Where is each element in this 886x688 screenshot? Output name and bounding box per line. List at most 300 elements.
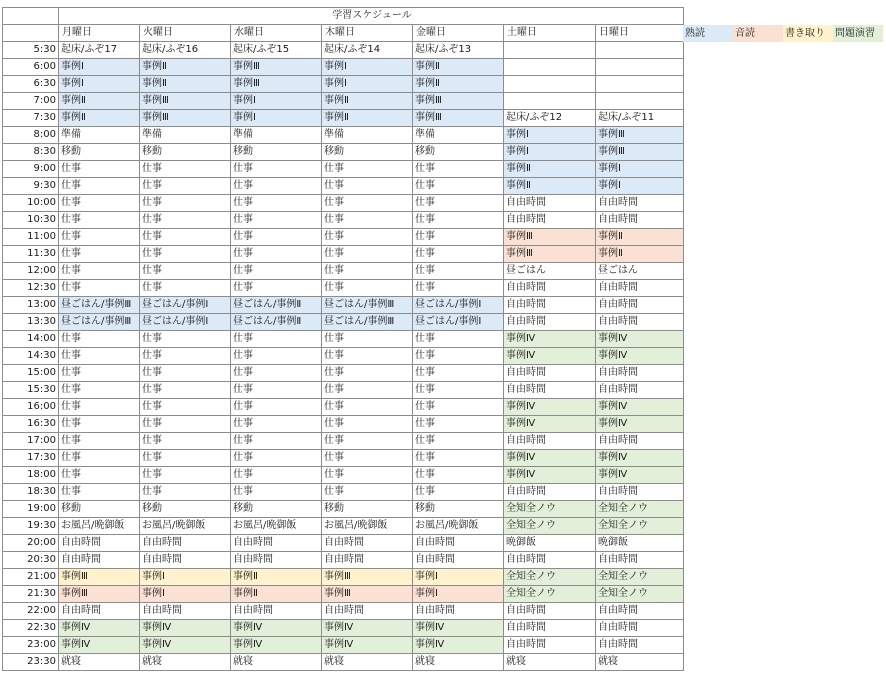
schedule-cell[interactable]: 仕事 bbox=[413, 484, 504, 501]
schedule-cell[interactable]: 事例Ⅲ bbox=[504, 246, 596, 263]
schedule-cell[interactable]: 自由時間 bbox=[322, 552, 413, 569]
schedule-cell[interactable]: 仕事 bbox=[59, 212, 140, 229]
schedule-cell[interactable]: 仕事 bbox=[140, 263, 231, 280]
schedule-cell[interactable]: 事例Ⅳ bbox=[231, 637, 322, 654]
schedule-cell[interactable]: 仕事 bbox=[231, 195, 322, 212]
day-header-0[interactable]: 月曜日 bbox=[59, 25, 140, 42]
schedule-cell[interactable]: 仕事 bbox=[231, 246, 322, 263]
schedule-cell[interactable]: 準備 bbox=[322, 127, 413, 144]
schedule-cell[interactable]: 仕事 bbox=[413, 365, 504, 382]
schedule-cell[interactable]: 事例Ⅰ bbox=[322, 76, 413, 93]
time-cell[interactable]: 8:00 bbox=[3, 127, 59, 144]
day-header-5[interactable]: 土曜日 bbox=[504, 25, 596, 42]
schedule-cell[interactable]: 事例Ⅲ bbox=[413, 110, 504, 127]
schedule-cell[interactable]: 仕事 bbox=[59, 195, 140, 212]
time-cell[interactable]: 7:00 bbox=[3, 93, 59, 110]
schedule-cell[interactable]: 仕事 bbox=[322, 263, 413, 280]
schedule-cell[interactable]: 移動 bbox=[59, 144, 140, 161]
schedule-cell[interactable]: 自由時間 bbox=[140, 552, 231, 569]
schedule-cell[interactable]: 仕事 bbox=[231, 229, 322, 246]
schedule-cell[interactable]: 自由時間 bbox=[596, 280, 684, 297]
schedule-cell[interactable]: 仕事 bbox=[322, 399, 413, 416]
time-cell[interactable]: 9:30 bbox=[3, 178, 59, 195]
schedule-cell[interactable] bbox=[596, 93, 684, 110]
time-cell[interactable]: 13:00 bbox=[3, 297, 59, 314]
time-cell[interactable]: 20:00 bbox=[3, 535, 59, 552]
schedule-cell[interactable]: 仕事 bbox=[231, 365, 322, 382]
schedule-cell[interactable]: 事例Ⅳ bbox=[596, 467, 684, 484]
schedule-cell[interactable]: 昼ごはん/事例Ⅱ bbox=[231, 314, 322, 331]
schedule-cell[interactable]: 自由時間 bbox=[596, 314, 684, 331]
schedule-cell[interactable]: 事例Ⅳ bbox=[596, 416, 684, 433]
time-cell[interactable]: 10:30 bbox=[3, 212, 59, 229]
schedule-cell[interactable]: 事例Ⅲ bbox=[322, 569, 413, 586]
schedule-cell[interactable]: 事例Ⅳ bbox=[413, 637, 504, 654]
schedule-cell[interactable]: 事例Ⅰ bbox=[140, 586, 231, 603]
schedule-cell[interactable]: 仕事 bbox=[231, 433, 322, 450]
schedule-cell[interactable]: 自由時間 bbox=[504, 365, 596, 382]
schedule-cell[interactable]: 事例Ⅰ bbox=[231, 110, 322, 127]
schedule-cell[interactable]: 事例Ⅲ bbox=[140, 93, 231, 110]
schedule-cell[interactable]: 仕事 bbox=[413, 467, 504, 484]
time-cell[interactable]: 14:00 bbox=[3, 331, 59, 348]
corner-cell[interactable] bbox=[3, 8, 59, 25]
schedule-cell[interactable]: 仕事 bbox=[413, 450, 504, 467]
schedule-cell[interactable]: 仕事 bbox=[413, 348, 504, 365]
time-cell[interactable]: 10:00 bbox=[3, 195, 59, 212]
schedule-cell[interactable]: 全知全ノウ bbox=[596, 586, 684, 603]
schedule-cell[interactable]: 仕事 bbox=[231, 263, 322, 280]
day-header-1[interactable]: 火曜日 bbox=[140, 25, 231, 42]
schedule-cell[interactable]: 仕事 bbox=[413, 280, 504, 297]
schedule-cell[interactable]: 仕事 bbox=[322, 433, 413, 450]
schedule-cell[interactable] bbox=[596, 59, 684, 76]
schedule-cell[interactable]: 自由時間 bbox=[231, 535, 322, 552]
schedule-cell[interactable]: 事例Ⅳ bbox=[596, 399, 684, 416]
schedule-cell[interactable]: 準備 bbox=[59, 127, 140, 144]
schedule-cell[interactable]: 仕事 bbox=[413, 399, 504, 416]
schedule-cell[interactable]: 仕事 bbox=[231, 331, 322, 348]
schedule-cell[interactable]: 仕事 bbox=[59, 331, 140, 348]
schedule-cell[interactable]: 自由時間 bbox=[596, 620, 684, 637]
schedule-cell[interactable]: 仕事 bbox=[140, 382, 231, 399]
schedule-cell[interactable]: 仕事 bbox=[59, 450, 140, 467]
schedule-cell[interactable]: 全知全ノウ bbox=[596, 569, 684, 586]
schedule-cell[interactable]: 事例Ⅱ bbox=[231, 586, 322, 603]
schedule-cell[interactable]: 事例Ⅳ bbox=[140, 637, 231, 654]
schedule-cell[interactable]: 移動 bbox=[140, 144, 231, 161]
time-cell[interactable]: 17:30 bbox=[3, 450, 59, 467]
time-cell[interactable]: 17:00 bbox=[3, 433, 59, 450]
schedule-cell[interactable]: 仕事 bbox=[413, 212, 504, 229]
schedule-cell[interactable]: 仕事 bbox=[59, 161, 140, 178]
schedule-cell[interactable]: 事例Ⅳ bbox=[504, 467, 596, 484]
schedule-cell[interactable]: 事例Ⅳ bbox=[59, 620, 140, 637]
time-cell[interactable]: 23:00 bbox=[3, 637, 59, 654]
schedule-cell[interactable]: 就寝 bbox=[59, 654, 140, 671]
schedule-cell[interactable]: 仕事 bbox=[413, 331, 504, 348]
schedule-cell[interactable]: 事例Ⅳ bbox=[596, 450, 684, 467]
schedule-cell[interactable]: 仕事 bbox=[59, 399, 140, 416]
schedule-cell[interactable]: 移動 bbox=[231, 144, 322, 161]
time-cell[interactable]: 19:30 bbox=[3, 518, 59, 535]
schedule-cell[interactable]: 事例Ⅰ bbox=[504, 127, 596, 144]
schedule-cell[interactable]: 事例Ⅱ bbox=[322, 110, 413, 127]
schedule-cell[interactable]: 昼ごはん/事例Ⅰ bbox=[140, 297, 231, 314]
day-header-3[interactable]: 木曜日 bbox=[322, 25, 413, 42]
time-cell[interactable]: 12:30 bbox=[3, 280, 59, 297]
schedule-cell[interactable]: 事例Ⅱ bbox=[413, 59, 504, 76]
schedule-cell[interactable]: 起床/ふぞ12 bbox=[504, 110, 596, 127]
schedule-cell[interactable]: 移動 bbox=[322, 144, 413, 161]
schedule-cell[interactable]: 事例Ⅰ bbox=[59, 76, 140, 93]
schedule-cell[interactable]: 事例Ⅱ bbox=[231, 569, 322, 586]
schedule-cell[interactable]: 仕事 bbox=[59, 467, 140, 484]
schedule-cell[interactable]: 準備 bbox=[140, 127, 231, 144]
schedule-cell[interactable]: 仕事 bbox=[231, 161, 322, 178]
time-cell[interactable]: 8:30 bbox=[3, 144, 59, 161]
time-cell[interactable]: 13:30 bbox=[3, 314, 59, 331]
schedule-cell[interactable]: 仕事 bbox=[59, 280, 140, 297]
schedule-cell[interactable]: 仕事 bbox=[231, 467, 322, 484]
schedule-cell[interactable]: 自由時間 bbox=[231, 552, 322, 569]
schedule-cell[interactable]: 仕事 bbox=[322, 484, 413, 501]
schedule-cell[interactable]: 自由時間 bbox=[504, 314, 596, 331]
time-cell[interactable]: 5:30 bbox=[3, 42, 59, 59]
schedule-cell[interactable]: お風呂/晩御飯 bbox=[413, 518, 504, 535]
schedule-cell[interactable]: 事例Ⅳ bbox=[504, 348, 596, 365]
schedule-cell[interactable]: 自由時間 bbox=[596, 603, 684, 620]
schedule-cell[interactable]: 事例Ⅰ bbox=[596, 178, 684, 195]
schedule-cell[interactable]: 仕事 bbox=[59, 348, 140, 365]
schedule-cell[interactable]: 仕事 bbox=[59, 246, 140, 263]
schedule-cell[interactable]: 事例Ⅳ bbox=[231, 620, 322, 637]
schedule-cell[interactable]: 仕事 bbox=[231, 382, 322, 399]
schedule-cell[interactable]: 仕事 bbox=[140, 433, 231, 450]
schedule-cell[interactable]: 仕事 bbox=[59, 178, 140, 195]
schedule-cell[interactable]: 事例Ⅱ bbox=[504, 178, 596, 195]
schedule-cell[interactable]: 自由時間 bbox=[504, 484, 596, 501]
schedule-cell[interactable]: 自由時間 bbox=[504, 195, 596, 212]
schedule-cell[interactable]: 仕事 bbox=[231, 212, 322, 229]
time-cell[interactable]: 22:00 bbox=[3, 603, 59, 620]
schedule-cell[interactable]: 仕事 bbox=[322, 348, 413, 365]
schedule-cell[interactable]: 自由時間 bbox=[596, 433, 684, 450]
schedule-cell[interactable]: お風呂/晩御飯 bbox=[231, 518, 322, 535]
schedule-cell[interactable]: 仕事 bbox=[140, 331, 231, 348]
day-header-2[interactable]: 水曜日 bbox=[231, 25, 322, 42]
schedule-cell[interactable]: 自由時間 bbox=[322, 603, 413, 620]
schedule-cell[interactable]: 事例Ⅰ bbox=[231, 93, 322, 110]
schedule-cell[interactable]: 仕事 bbox=[413, 195, 504, 212]
schedule-cell[interactable]: 仕事 bbox=[59, 263, 140, 280]
schedule-cell[interactable]: 自由時間 bbox=[596, 637, 684, 654]
schedule-cell[interactable]: 事例Ⅲ bbox=[59, 586, 140, 603]
schedule-cell[interactable]: 自由時間 bbox=[596, 212, 684, 229]
time-cell[interactable]: 22:30 bbox=[3, 620, 59, 637]
time-cell[interactable]: 11:00 bbox=[3, 229, 59, 246]
schedule-cell[interactable]: 事例Ⅱ bbox=[140, 76, 231, 93]
schedule-cell[interactable]: 自由時間 bbox=[596, 365, 684, 382]
schedule-cell[interactable]: 仕事 bbox=[140, 229, 231, 246]
schedule-cell[interactable]: 事例Ⅳ bbox=[322, 637, 413, 654]
schedule-cell[interactable]: 仕事 bbox=[231, 416, 322, 433]
schedule-cell[interactable]: 事例Ⅱ bbox=[322, 93, 413, 110]
schedule-cell[interactable]: 事例Ⅲ bbox=[596, 144, 684, 161]
time-cell[interactable]: 15:30 bbox=[3, 382, 59, 399]
time-cell[interactable]: 21:00 bbox=[3, 569, 59, 586]
day-header-6[interactable]: 日曜日 bbox=[596, 25, 684, 42]
schedule-cell[interactable]: 仕事 bbox=[322, 195, 413, 212]
schedule-cell[interactable]: 事例Ⅳ bbox=[59, 637, 140, 654]
schedule-cell[interactable]: 仕事 bbox=[413, 229, 504, 246]
schedule-cell[interactable]: 仕事 bbox=[231, 348, 322, 365]
schedule-cell[interactable]: 事例Ⅳ bbox=[504, 416, 596, 433]
schedule-cell[interactable]: 仕事 bbox=[140, 484, 231, 501]
schedule-cell[interactable]: 自由時間 bbox=[596, 484, 684, 501]
schedule-cell[interactable]: 事例Ⅲ bbox=[59, 569, 140, 586]
schedule-cell[interactable]: 仕事 bbox=[231, 450, 322, 467]
schedule-cell[interactable]: 事例Ⅱ bbox=[504, 161, 596, 178]
schedule-cell[interactable]: 仕事 bbox=[59, 382, 140, 399]
schedule-cell[interactable]: 仕事 bbox=[59, 484, 140, 501]
schedule-cell[interactable]: 事例Ⅳ bbox=[322, 620, 413, 637]
schedule-cell[interactable]: 仕事 bbox=[322, 382, 413, 399]
schedule-cell[interactable] bbox=[596, 76, 684, 93]
schedule-cell[interactable]: 仕事 bbox=[59, 416, 140, 433]
schedule-cell[interactable]: 仕事 bbox=[140, 161, 231, 178]
schedule-cell[interactable]: 自由時間 bbox=[504, 280, 596, 297]
time-cell[interactable]: 18:00 bbox=[3, 467, 59, 484]
schedule-cell[interactable]: 就寝 bbox=[140, 654, 231, 671]
schedule-cell[interactable]: 仕事 bbox=[322, 246, 413, 263]
schedule-cell[interactable]: 事例Ⅰ bbox=[140, 569, 231, 586]
schedule-cell[interactable]: 昼ごはん/事例Ⅱ bbox=[231, 297, 322, 314]
schedule-cell[interactable]: 準備 bbox=[413, 127, 504, 144]
schedule-cell[interactable]: 就寝 bbox=[322, 654, 413, 671]
schedule-cell[interactable]: 事例Ⅱ bbox=[596, 229, 684, 246]
schedule-cell[interactable] bbox=[596, 42, 684, 59]
schedule-cell[interactable]: 仕事 bbox=[140, 365, 231, 382]
schedule-cell[interactable]: 仕事 bbox=[140, 416, 231, 433]
schedule-cell[interactable] bbox=[504, 76, 596, 93]
schedule-cell[interactable]: 起床/ふぞ15 bbox=[231, 42, 322, 59]
schedule-cell[interactable]: 自由時間 bbox=[413, 552, 504, 569]
schedule-cell[interactable]: お風呂/晩御飯 bbox=[59, 518, 140, 535]
schedule-cell[interactable]: 事例Ⅳ bbox=[504, 399, 596, 416]
time-cell[interactable]: 23:30 bbox=[3, 654, 59, 671]
schedule-cell[interactable]: 全知全ノウ bbox=[596, 501, 684, 518]
schedule-cell[interactable]: 仕事 bbox=[231, 178, 322, 195]
schedule-cell[interactable]: 昼ごはん bbox=[504, 263, 596, 280]
schedule-cell[interactable]: 事例Ⅲ bbox=[231, 59, 322, 76]
schedule-cell[interactable]: 仕事 bbox=[413, 178, 504, 195]
time-cell[interactable]: 15:00 bbox=[3, 365, 59, 382]
time-cell[interactable]: 9:00 bbox=[3, 161, 59, 178]
schedule-cell[interactable]: 仕事 bbox=[322, 212, 413, 229]
schedule-cell[interactable]: 昼ごはん/事例Ⅲ bbox=[322, 297, 413, 314]
time-header-cell[interactable] bbox=[3, 25, 59, 42]
schedule-cell[interactable]: 事例Ⅳ bbox=[140, 620, 231, 637]
schedule-cell[interactable]: 仕事 bbox=[140, 212, 231, 229]
schedule-cell[interactable]: 仕事 bbox=[140, 280, 231, 297]
schedule-cell[interactable]: 仕事 bbox=[140, 399, 231, 416]
schedule-cell[interactable]: 仕事 bbox=[59, 433, 140, 450]
schedule-cell[interactable]: 自由時間 bbox=[504, 620, 596, 637]
schedule-cell[interactable]: 起床/ふぞ11 bbox=[596, 110, 684, 127]
schedule-cell[interactable]: 自由時間 bbox=[596, 382, 684, 399]
schedule-cell[interactable]: 自由時間 bbox=[140, 535, 231, 552]
schedule-cell[interactable]: 仕事 bbox=[413, 416, 504, 433]
schedule-cell[interactable]: 昼ごはん/事例Ⅰ bbox=[413, 314, 504, 331]
schedule-cell[interactable]: 昼ごはん/事例Ⅲ bbox=[59, 314, 140, 331]
schedule-cell[interactable]: 事例Ⅳ bbox=[504, 450, 596, 467]
schedule-cell[interactable]: 仕事 bbox=[140, 195, 231, 212]
schedule-cell[interactable]: 仕事 bbox=[140, 450, 231, 467]
schedule-cell[interactable]: 自由時間 bbox=[596, 552, 684, 569]
schedule-cell[interactable]: 移動 bbox=[59, 501, 140, 518]
schedule-cell[interactable]: 事例Ⅱ bbox=[140, 59, 231, 76]
schedule-cell[interactable]: 事例Ⅰ bbox=[504, 144, 596, 161]
schedule-cell[interactable]: 事例Ⅱ bbox=[596, 246, 684, 263]
schedule-cell[interactable]: 全知全ノウ bbox=[504, 586, 596, 603]
schedule-cell[interactable]: 自由時間 bbox=[140, 603, 231, 620]
schedule-cell[interactable]: 事例Ⅲ bbox=[322, 586, 413, 603]
schedule-cell[interactable]: 自由時間 bbox=[59, 552, 140, 569]
time-cell[interactable]: 14:30 bbox=[3, 348, 59, 365]
time-cell[interactable]: 21:30 bbox=[3, 586, 59, 603]
schedule-cell[interactable]: 仕事 bbox=[322, 467, 413, 484]
schedule-cell[interactable]: 自由時間 bbox=[322, 535, 413, 552]
schedule-cell[interactable]: 事例Ⅱ bbox=[59, 110, 140, 127]
schedule-cell[interactable]: 事例Ⅰ bbox=[413, 586, 504, 603]
time-cell[interactable]: 19:00 bbox=[3, 501, 59, 518]
schedule-cell[interactable]: 昼ごはん/事例Ⅰ bbox=[413, 297, 504, 314]
schedule-cell[interactable]: 事例Ⅰ bbox=[596, 161, 684, 178]
schedule-cell[interactable]: 自由時間 bbox=[504, 212, 596, 229]
time-cell[interactable]: 16:00 bbox=[3, 399, 59, 416]
time-cell[interactable]: 12:00 bbox=[3, 263, 59, 280]
schedule-cell[interactable]: 仕事 bbox=[322, 161, 413, 178]
schedule-cell[interactable]: 移動 bbox=[413, 501, 504, 518]
schedule-cell[interactable]: 事例Ⅰ bbox=[413, 569, 504, 586]
time-cell[interactable]: 6:30 bbox=[3, 76, 59, 93]
schedule-cell[interactable]: 移動 bbox=[231, 501, 322, 518]
schedule-cell[interactable]: 自由時間 bbox=[504, 637, 596, 654]
schedule-cell[interactable]: 仕事 bbox=[231, 399, 322, 416]
schedule-cell[interactable]: 晩御飯 bbox=[504, 535, 596, 552]
schedule-cell[interactable] bbox=[504, 93, 596, 110]
schedule-cell[interactable]: 全知全ノウ bbox=[504, 518, 596, 535]
schedule-cell[interactable]: 起床/ふぞ13 bbox=[413, 42, 504, 59]
schedule-cell[interactable]: 自由時間 bbox=[504, 433, 596, 450]
schedule-cell[interactable]: 仕事 bbox=[322, 365, 413, 382]
schedule-cell[interactable]: 仕事 bbox=[413, 433, 504, 450]
schedule-cell[interactable]: 仕事 bbox=[322, 280, 413, 297]
schedule-cell[interactable]: 自由時間 bbox=[596, 297, 684, 314]
schedule-cell[interactable]: 起床/ふぞ17 bbox=[59, 42, 140, 59]
time-cell[interactable]: 11:30 bbox=[3, 246, 59, 263]
schedule-cell[interactable]: 自由時間 bbox=[413, 535, 504, 552]
schedule-cell[interactable]: 自由時間 bbox=[231, 603, 322, 620]
schedule-cell[interactable]: 全知全ノウ bbox=[504, 501, 596, 518]
schedule-cell[interactable]: 事例Ⅳ bbox=[413, 620, 504, 637]
schedule-cell[interactable]: 起床/ふぞ14 bbox=[322, 42, 413, 59]
time-cell[interactable]: 7:30 bbox=[3, 110, 59, 127]
schedule-cell[interactable]: 事例Ⅱ bbox=[59, 93, 140, 110]
schedule-cell[interactable]: 事例Ⅲ bbox=[140, 110, 231, 127]
schedule-cell[interactable]: 移動 bbox=[322, 501, 413, 518]
schedule-cell[interactable]: 事例Ⅲ bbox=[504, 229, 596, 246]
schedule-cell[interactable]: 自由時間 bbox=[504, 297, 596, 314]
schedule-cell[interactable]: 就寝 bbox=[596, 654, 684, 671]
schedule-cell[interactable]: 仕事 bbox=[322, 229, 413, 246]
schedule-cell[interactable]: 事例Ⅳ bbox=[596, 331, 684, 348]
schedule-cell[interactable]: 移動 bbox=[140, 501, 231, 518]
schedule-cell[interactable]: 自由時間 bbox=[596, 195, 684, 212]
schedule-cell[interactable]: 昼ごはん bbox=[596, 263, 684, 280]
schedule-cell[interactable]: 自由時間 bbox=[504, 552, 596, 569]
schedule-cell[interactable]: 事例Ⅰ bbox=[59, 59, 140, 76]
schedule-cell[interactable]: 自由時間 bbox=[504, 603, 596, 620]
schedule-cell[interactable]: 自由時間 bbox=[504, 382, 596, 399]
schedule-cell[interactable]: 仕事 bbox=[140, 348, 231, 365]
schedule-cell[interactable]: お風呂/晩御飯 bbox=[322, 518, 413, 535]
schedule-cell[interactable]: 仕事 bbox=[413, 263, 504, 280]
schedule-cell[interactable]: 事例Ⅲ bbox=[596, 127, 684, 144]
time-cell[interactable]: 6:00 bbox=[3, 59, 59, 76]
time-cell[interactable]: 16:30 bbox=[3, 416, 59, 433]
schedule-cell[interactable]: 自由時間 bbox=[413, 603, 504, 620]
schedule-cell[interactable]: 昼ごはん/事例Ⅲ bbox=[322, 314, 413, 331]
schedule-cell[interactable]: 仕事 bbox=[59, 229, 140, 246]
schedule-cell[interactable]: 仕事 bbox=[59, 365, 140, 382]
schedule-cell[interactable]: 事例Ⅰ bbox=[322, 59, 413, 76]
schedule-cell[interactable]: 仕事 bbox=[322, 450, 413, 467]
schedule-cell[interactable]: 事例Ⅲ bbox=[231, 76, 322, 93]
schedule-cell[interactable]: 仕事 bbox=[140, 178, 231, 195]
schedule-cell[interactable]: 仕事 bbox=[322, 331, 413, 348]
schedule-cell[interactable]: 就寝 bbox=[504, 654, 596, 671]
schedule-cell[interactable]: 就寝 bbox=[231, 654, 322, 671]
schedule-cell[interactable]: お風呂/晩御飯 bbox=[140, 518, 231, 535]
page-title[interactable]: 学習スケジュール bbox=[59, 8, 684, 25]
day-header-4[interactable]: 金曜日 bbox=[413, 25, 504, 42]
schedule-cell[interactable]: 仕事 bbox=[322, 178, 413, 195]
schedule-cell[interactable]: 移動 bbox=[413, 144, 504, 161]
schedule-cell[interactable]: 昼ごはん/事例Ⅰ bbox=[140, 314, 231, 331]
schedule-cell[interactable]: 全知全ノウ bbox=[504, 569, 596, 586]
schedule-cell[interactable]: 仕事 bbox=[231, 484, 322, 501]
time-cell[interactable]: 20:30 bbox=[3, 552, 59, 569]
schedule-cell[interactable]: 事例Ⅳ bbox=[596, 348, 684, 365]
schedule-cell[interactable] bbox=[504, 59, 596, 76]
schedule-cell[interactable]: 仕事 bbox=[413, 246, 504, 263]
schedule-cell[interactable]: 晩御飯 bbox=[596, 535, 684, 552]
schedule-cell[interactable]: 仕事 bbox=[140, 246, 231, 263]
schedule-cell[interactable] bbox=[504, 42, 596, 59]
schedule-cell[interactable]: 事例Ⅲ bbox=[413, 93, 504, 110]
schedule-cell[interactable]: 昼ごはん/事例Ⅲ bbox=[59, 297, 140, 314]
schedule-cell[interactable]: 仕事 bbox=[140, 467, 231, 484]
schedule-cell[interactable]: 準備 bbox=[231, 127, 322, 144]
time-cell[interactable]: 18:30 bbox=[3, 484, 59, 501]
schedule-cell[interactable]: 仕事 bbox=[413, 161, 504, 178]
schedule-cell[interactable]: 起床/ふぞ16 bbox=[140, 42, 231, 59]
schedule-cell[interactable]: 事例Ⅱ bbox=[413, 76, 504, 93]
schedule-cell[interactable]: 自由時間 bbox=[59, 535, 140, 552]
schedule-cell[interactable]: 全知全ノウ bbox=[596, 518, 684, 535]
